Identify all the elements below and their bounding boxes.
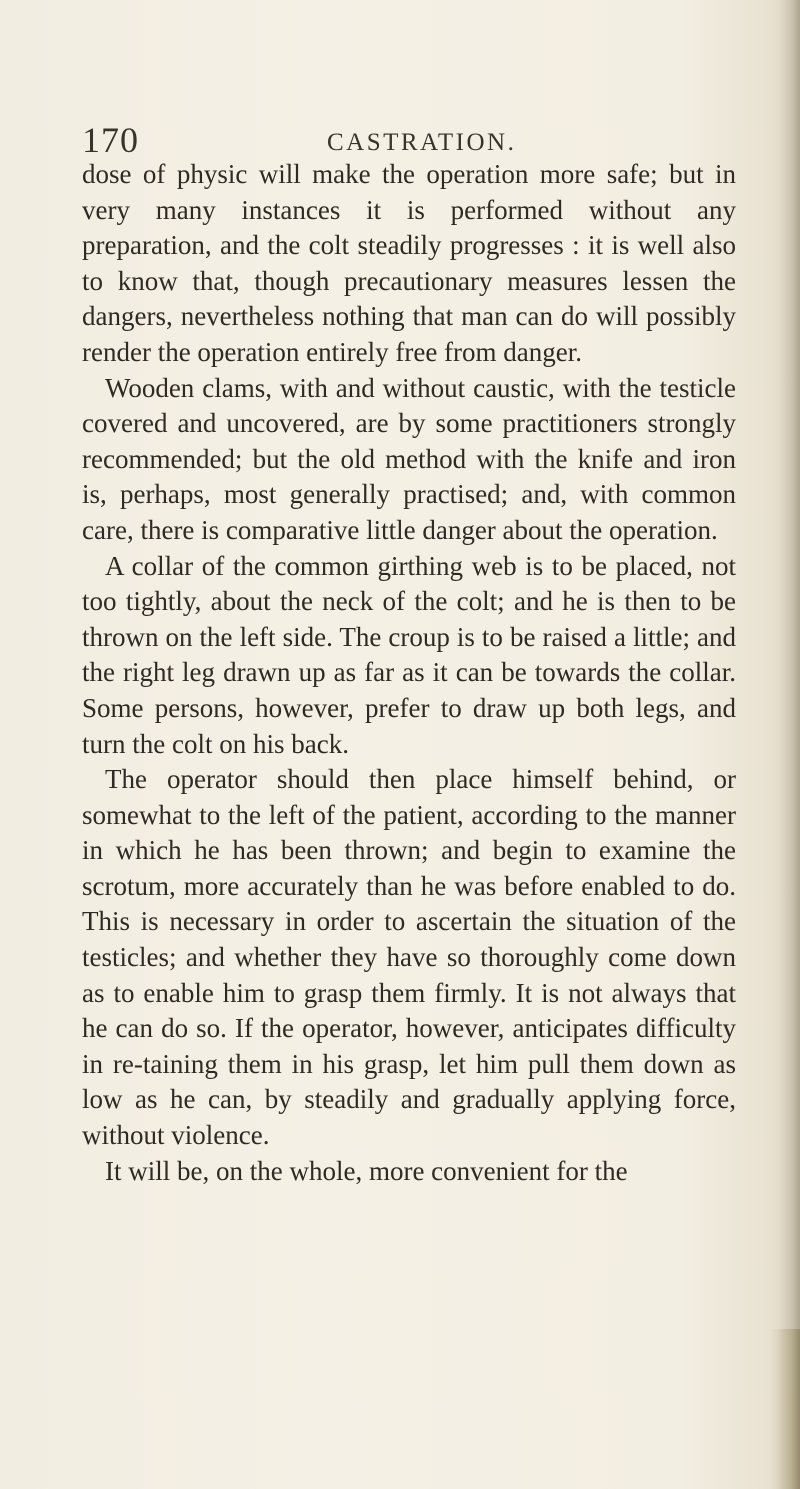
- paragraph: The operator should then place himself behind, or somewhat to the left of the patient, according to the manner in which he has been thrown; and begin to examine the scrotum, more accurately than he was before enabled to do. This is necessary in order to ascertain the situation of the testicles; and whether they have so thoroughly come down as to enable him to grasp them firmly. It is not always that he can do so. If the operator, however, anticipates difficulty in re-taining them in his grasp, let him pull them down as low as he can, by steadily and gradually applying force, without violence.: [82, 764, 736, 1151]
- paragraph: Wooden clams, with and without caustic, with the testicle covered and uncovered, are by some practitioners strongly recommended; but the old method with the knife and iron is, perhaps, most generally practised; and, with common care, there is comparative little danger about the operation.: [82, 372, 736, 545]
- page-edge-shadow: [778, 0, 800, 1489]
- page-number: 170: [82, 120, 139, 160]
- paragraph: A collar of the common girthing web is to be placed, not too tightly, about the neck of the colt; and he is then to be thrown on the left side. The croup is to be raised a little; and the right leg drawn up as far as it can be towards the collar. Some persons, however, prefer to draw up both legs, and turn the colt on his back.: [82, 550, 736, 759]
- page-edge-discoloration: [770, 1329, 800, 1489]
- body-text: [82, 157, 736, 1189]
- paragraph: It will be, on the whole, more convenient for the: [105, 1155, 628, 1186]
- running-head: CASTRATION.: [327, 129, 517, 156]
- paragraph: dose of physic will make the operation more safe; but in very many instances it is performed without any preparation, and the colt steadily progresses : it is well also to know that, though precautionary measures lessen the dangers, nevertheless nothing that man can do will possibly render the operation entirely free from danger.: [82, 159, 736, 367]
